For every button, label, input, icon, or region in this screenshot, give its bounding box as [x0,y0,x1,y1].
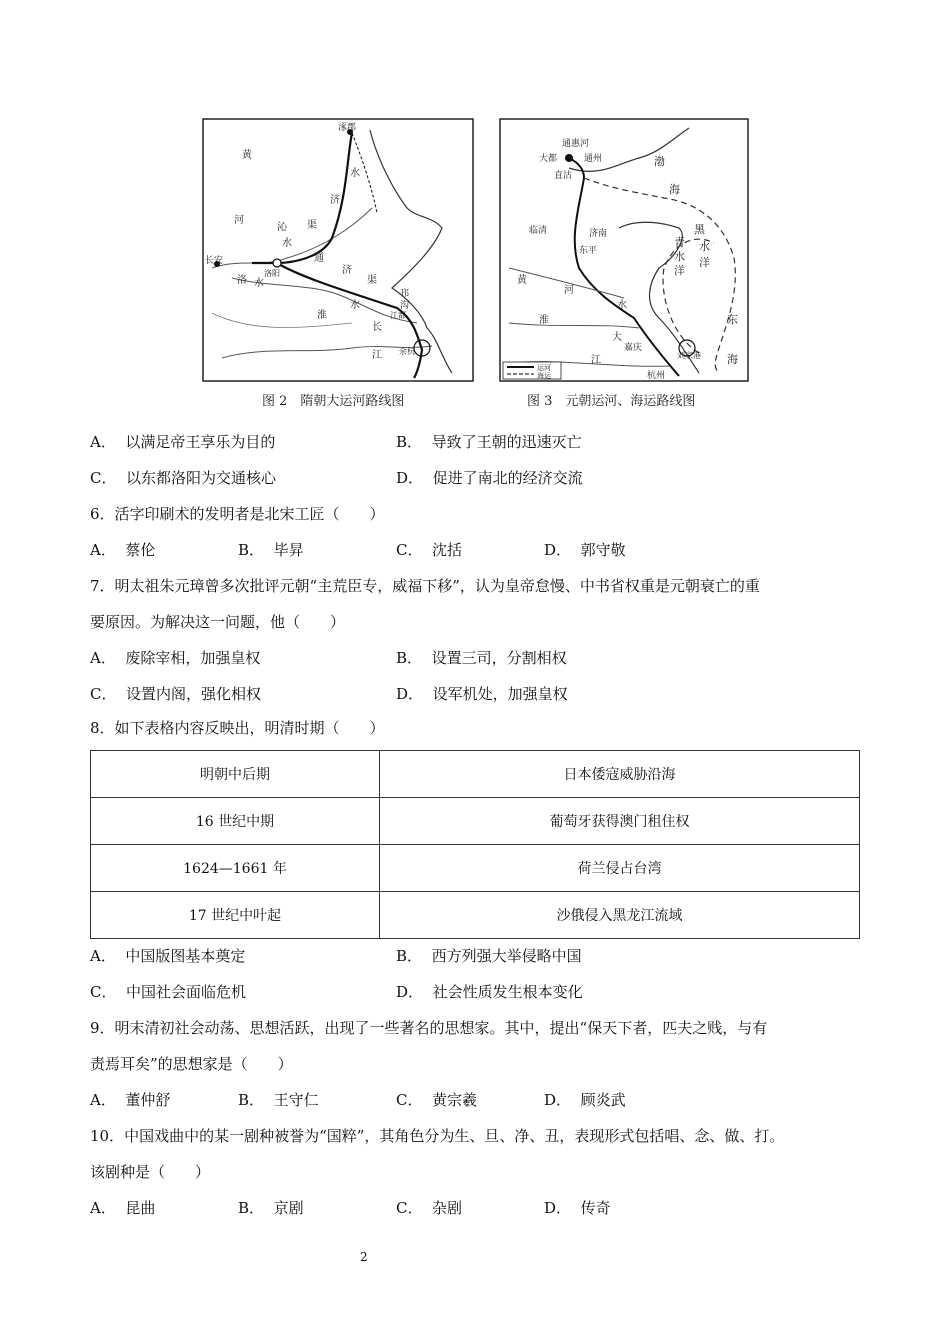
svg-text:水: 水 [350,300,360,311]
svg-text:涿郡: 涿郡 [338,123,357,133]
svg-text:东平: 东平 [579,246,598,256]
table-cell-event: 沙俄侵入黑龙江流域 [380,892,860,939]
svg-text:江都: 江都 [390,311,406,320]
map1-caption: 图 2 隋朝大运河路线图 [262,394,405,409]
svg-text:运河: 运河 [537,364,551,372]
svg-text:济: 济 [342,265,352,276]
map-yuan-canal-sea-routes [499,118,749,382]
svg-text:杭州: 杭州 [647,371,666,381]
svg-text:河: 河 [234,215,244,226]
svg-text:通惠河: 通惠河 [562,139,590,149]
svg-text:大都: 大都 [539,154,558,164]
q8-option-b: B． 西方列强大举侵略中国 [396,947,582,965]
svg-text:通州: 通州 [584,154,603,164]
q10-option-a: A． 昆曲 [90,1199,156,1217]
q7-option-d: D． 设军机处，加强皇权 [396,685,568,703]
table-cell-period: 17 世纪中叶起 [91,892,380,939]
q10-option-d: D． 传奇 [544,1199,611,1217]
q6-option-d: D． 郭守敬 [544,541,626,559]
q9-option-d: D． 顾炎武 [544,1091,626,1109]
sui-canal-map-drawing [202,118,474,382]
svg-text:黑: 黑 [694,223,705,236]
svg-text:黄: 黄 [242,150,252,161]
q6-option-c: C． 沈括 [396,541,463,559]
svg-text:江: 江 [372,350,382,361]
q10-option-b: B． 京剧 [238,1199,304,1217]
svg-text:长: 长 [372,322,382,333]
svg-text:水: 水 [699,240,710,253]
page-number: 2 [360,1250,368,1264]
svg-text:直沽: 直沽 [554,171,573,181]
map-sui-grand-canal [202,118,474,382]
map-figures [202,118,752,410]
svg-text:济南: 济南 [589,229,608,239]
svg-text:江: 江 [591,355,601,366]
q9-option-b: B． 王守仁 [238,1091,319,1109]
svg-text:洛: 洛 [237,275,247,286]
svg-text:水: 水 [254,278,264,289]
svg-text:邗: 邗 [400,289,410,299]
svg-text:刘家港: 刘家港 [677,351,701,360]
table-cell-period: 明朝中后期 [91,751,380,798]
q8-option-a: A． 中国版图基本奠定 [90,947,246,965]
svg-text:渠: 渠 [307,220,317,231]
table-row [91,892,860,939]
q9-stem-line2: 责焉耳矣”的思想家是（ ） [90,1055,293,1073]
q7-option-b: B． 设置三司，分割相权 [396,649,567,667]
q5-option-d: D． 促进了南北的经济交流 [396,469,583,487]
q6-option-a: A． 蔡伦 [90,541,156,559]
table-cell-event: 葡萄牙获得澳门租住权 [380,798,860,845]
svg-text:黄: 黄 [517,275,527,286]
svg-text:水: 水 [282,238,292,249]
svg-text:洋: 洋 [674,264,685,277]
q10-stem-line1: 10．中国戏曲中的某一剧种被誉为“国粹”，其角色分为生、旦、净、丑，表现形式包括唱、念、做、打。 [90,1127,785,1145]
q9-option-c: C． 黄宗羲 [396,1091,478,1109]
q5-option-b: B． 导致了王朝的迅速灭亡 [396,433,582,451]
q7-stem-line2: 要原因。为解决这一问题，他（ ） [90,613,346,631]
svg-text:青: 青 [674,236,685,249]
q7-option-a: A． 废除宰相，加强皇权 [90,649,261,667]
yuan-canal-map-drawing [499,118,749,382]
q8-table [90,750,860,939]
svg-text:淮: 淮 [317,310,327,321]
q8-option-c: C． 中国社会面临危机 [90,983,247,1001]
svg-text:沁: 沁 [277,222,287,233]
q9-stem-line1: 9．明末清初社会动荡、思想活跃，出现了一些著名的思想家。其中，提出“保天下者，匹夫之贱，与有 [90,1019,768,1037]
table-cell-event: 日本倭寇威胁沿海 [380,751,860,798]
svg-text:洛阳: 洛阳 [264,269,280,278]
q10-option-c: C． 杂剧 [396,1199,463,1217]
svg-text:大: 大 [612,332,622,343]
svg-text:通: 通 [314,253,324,264]
svg-text:洋: 洋 [699,256,710,269]
q10-stem-line2: 该剧种是（ ） [90,1163,211,1181]
q8-stem: 8．如下表格内容反映出，明清时期（ ） [90,719,385,737]
svg-text:嘉庆: 嘉庆 [624,343,643,353]
table-row [91,798,860,845]
q7-option-c: C． 设置内阁，强化相权 [90,685,262,703]
table-row [91,845,860,892]
svg-text:水: 水 [617,300,627,311]
svg-text:淮: 淮 [539,315,549,326]
svg-text:长安: 长安 [205,256,224,266]
svg-text:渠: 渠 [367,275,377,286]
q6-option-b: B． 毕昇 [238,541,304,559]
svg-text:余杭: 余杭 [399,347,415,356]
map2-caption: 图 3 元朝运河、海运路线图 [527,394,696,409]
svg-text:济: 济 [330,195,340,206]
table-row [91,751,860,798]
q5-option-c: C． 以东都洛阳为交通核心 [90,469,277,487]
q6-stem: 6．活字印刷术的发明者是北宋工匠（ ） [90,505,385,523]
svg-text:海运: 海运 [537,372,551,380]
q7-stem-line1: 7．明太祖朱元璋曾多次批评元朝“主荒臣专，威福下移”，认为皇帝怠慢、中书省权重是元朝衰亡的重 [90,577,760,595]
svg-text:渤: 渤 [654,155,665,168]
svg-text:水: 水 [350,168,360,179]
svg-text:水: 水 [674,250,685,263]
svg-text:河: 河 [564,285,574,296]
q5-option-a: A． 以满足帝王享乐为目的 [90,433,276,451]
q8-option-d: D． 社会性质发生根本变化 [396,983,583,1001]
table-cell-event: 荷兰侵占台湾 [380,845,860,892]
table-cell-period: 16 世纪中期 [91,798,380,845]
q9-option-a: A． 董仲舒 [90,1091,171,1109]
table-cell-period: 1624—1661 年 [91,845,380,892]
svg-text:海: 海 [727,353,738,366]
svg-text:临清: 临清 [529,226,548,236]
svg-text:海: 海 [669,183,680,196]
svg-text:东: 东 [727,313,738,326]
svg-text:沟: 沟 [400,301,410,311]
